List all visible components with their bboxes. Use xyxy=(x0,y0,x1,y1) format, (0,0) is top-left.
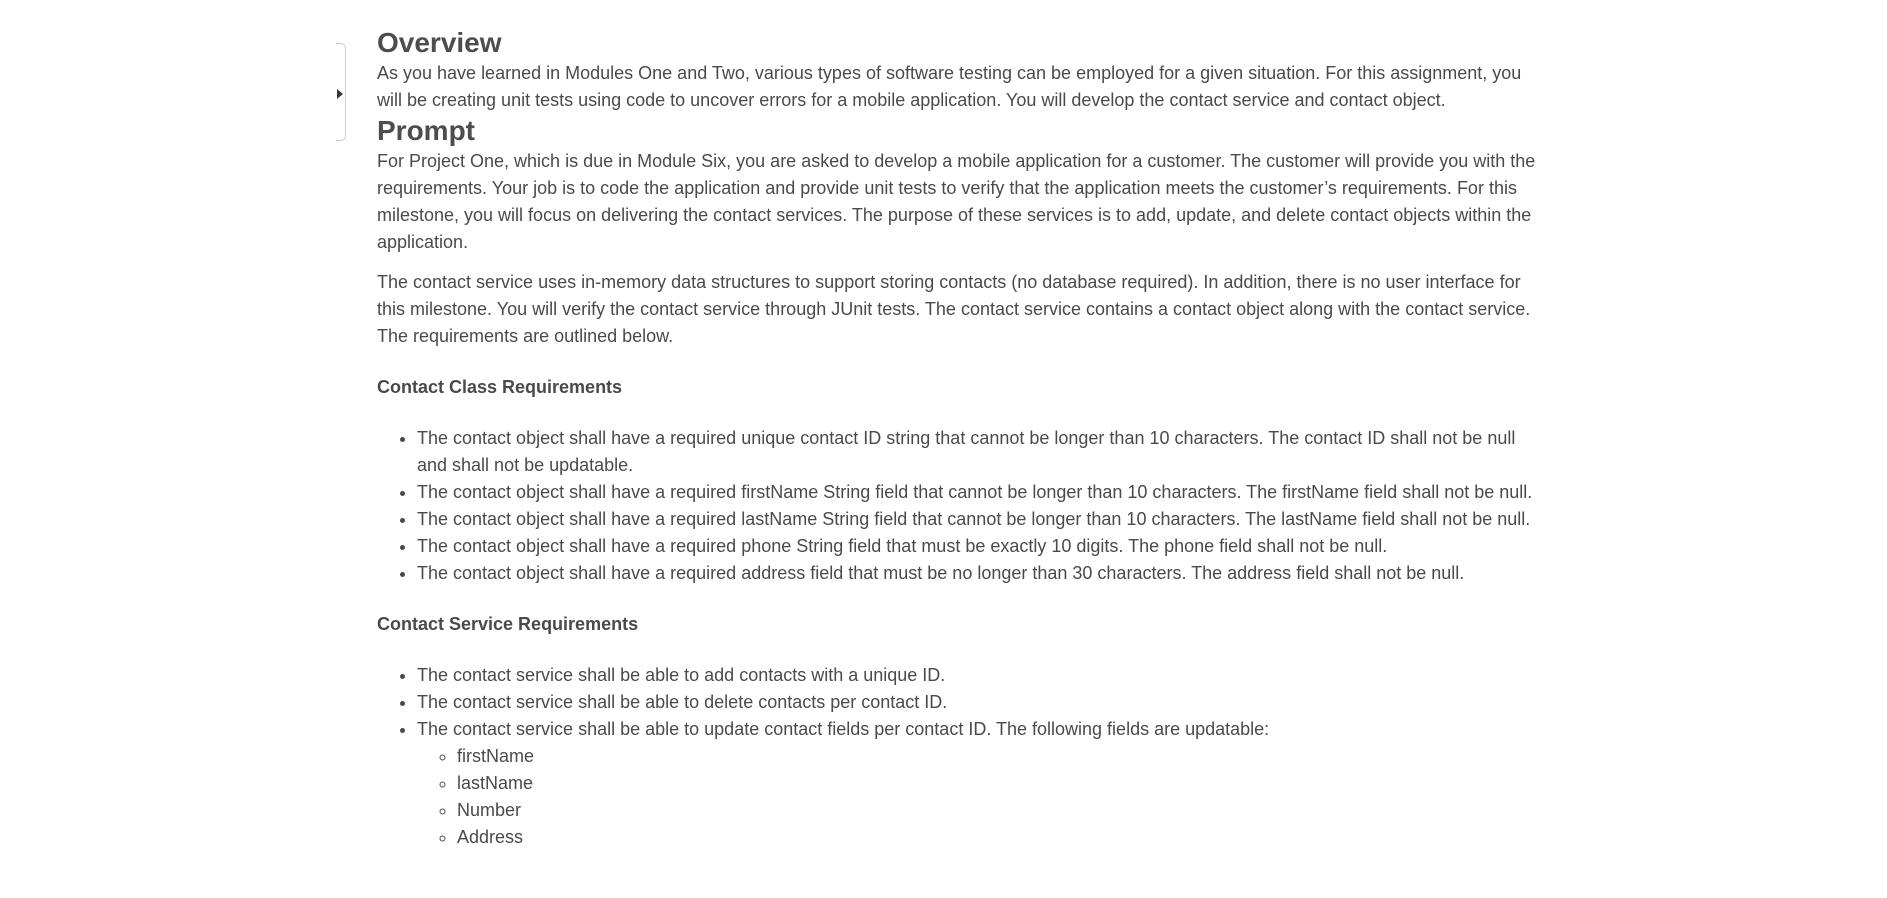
list-item: • The contact object shall have a required firstName String field that cannot be longer than 10 characters. The firstName field shall not be null. xyxy=(417,479,1547,506)
list-item: • The contact object shall have a required unique contact ID string that cannot be longer than 10 characters. The contact ID shall not be null and shall not be updatable. xyxy=(417,425,1547,479)
contact-service-heading: Contact Service Requirements xyxy=(377,614,639,634)
prompt-paragraph: The contact service uses in-memory data structures to support storing contacts (no database required). In addition, there is no user interface for this milestone. You will verify the contact service through JUnit tests. The contact service contains a contact object along with the contact service. The requirements are outlined below. xyxy=(377,272,1531,346)
contact-service-requirements-list xyxy=(377,662,1547,851)
updatable-fields-list xyxy=(417,743,1547,851)
list-item: • The contact object shall have a required address field that must be no longer than 30 characters. The address field shall not be null. xyxy=(417,560,1547,587)
list-item: • The contact object shall have a required lastName String field that cannot be longer than 10 characters. The lastName field shall not be null. xyxy=(417,506,1547,533)
contact-class-heading: Contact Class Requirements xyxy=(377,377,623,397)
list-item xyxy=(417,716,1547,851)
list-item: • The contact object shall have a required phone String field that must be exactly 10 digits. The phone field shall not be null. xyxy=(417,533,1547,560)
collapse-sidebar-toggle[interactable] xyxy=(336,43,346,141)
list-item: ◦ lastName xyxy=(457,770,1547,797)
list-item-text: The contact service shall be able to update contact fields per contact ID. The following fields are updatable: xyxy=(417,719,1270,739)
overview-heading: Overview xyxy=(377,27,502,58)
prompt-paragraph: For Project One, which is due in Module Six, you are asked to develop a mobile application for a customer. The customer will provide you with the requirements. Your job is to code the application and provide unit tests to verify that the application meets the customer’s requirements. For this milestone, you will focus on delivering the contact services. The purpose of these services is to add, update, and delete contact objects within the application. xyxy=(377,151,1536,252)
list-item: ◦ firstName xyxy=(457,743,1547,770)
list-item: ◦ Number xyxy=(457,797,1547,824)
contact-class-requirements-list xyxy=(377,425,1547,587)
list-item: ◦ Address xyxy=(457,824,1547,851)
assignment-content xyxy=(377,26,1547,851)
list-item: • The contact service shall be able to delete contacts per contact ID. xyxy=(417,689,1547,716)
list-item: • The contact service shall be able to add contacts with a unique ID. xyxy=(417,662,1547,689)
prompt-heading: Prompt xyxy=(377,115,475,146)
overview-paragraph: As you have learned in Modules One and Two, various types of software testing can be employed for a given situation. For this assignment, you will be creating unit tests using code to uncover errors for a mobile application. You will develop the contact service and contact object. xyxy=(377,63,1522,110)
caret-right-icon xyxy=(337,89,343,99)
